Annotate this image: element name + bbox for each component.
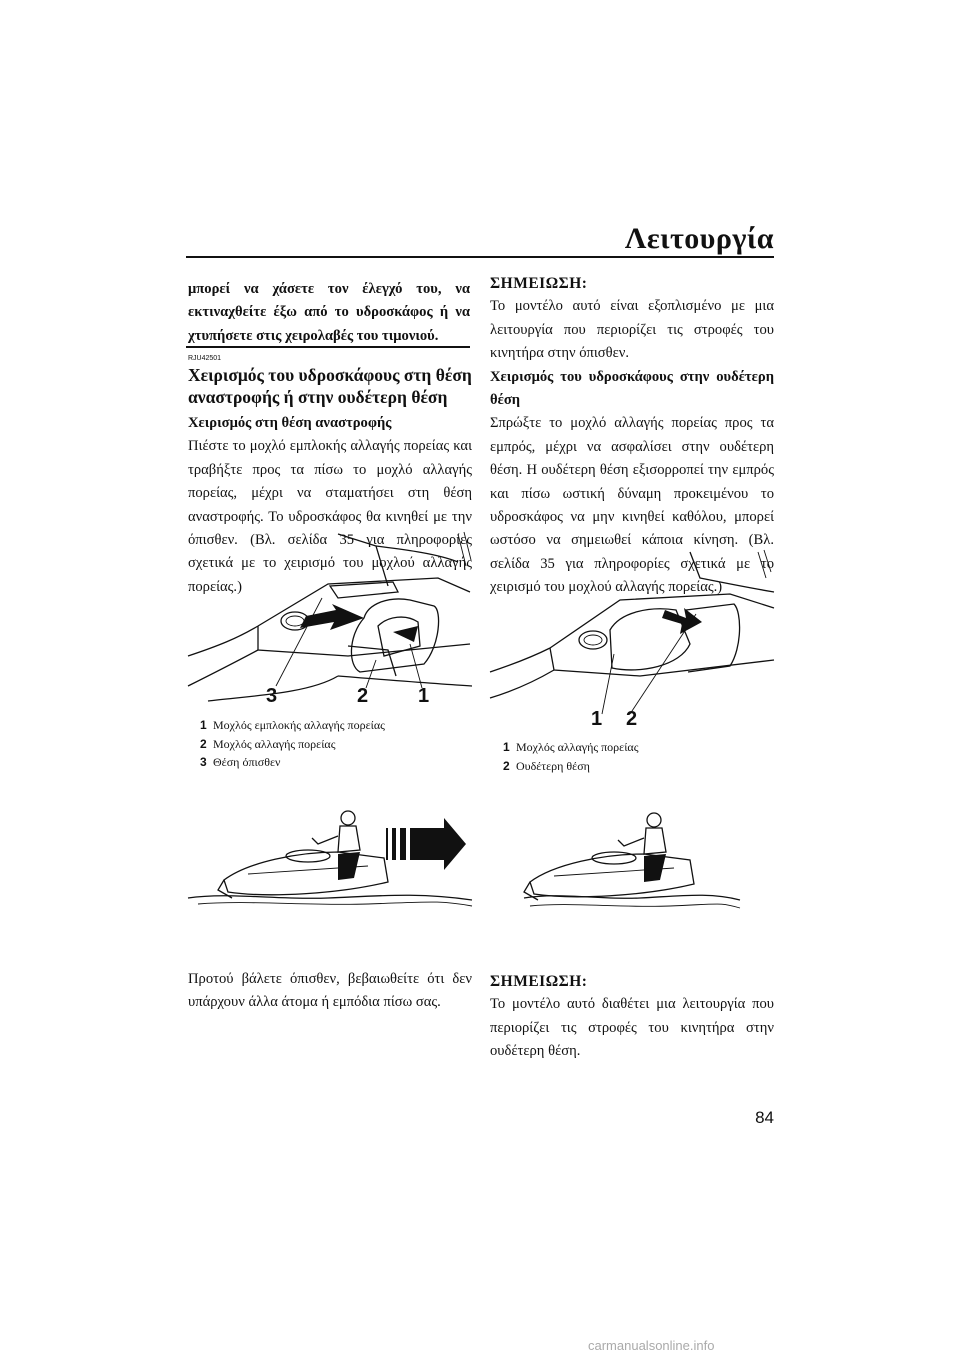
watercraft-neutral-illustration bbox=[490, 804, 774, 918]
callout-2: 2 bbox=[626, 708, 638, 730]
reverse-caution bbox=[188, 968, 472, 1015]
warning-text: μπορεί να χάσετε τον έλεγχό του, να εκτιναχθείτε έξω από το υδροσκάφος ή να χτυπήσετε στις χειρολαβές του τιμονιού. bbox=[188, 281, 470, 344]
caption-item: 3 Θέση όπισθεν bbox=[200, 755, 281, 770]
callout-1: 1 bbox=[418, 685, 430, 707]
note-title: ΣΗΜΕΙΩΣΗ: bbox=[490, 973, 588, 990]
neutral-lever-illustration bbox=[490, 548, 774, 714]
caption-item: 2 Μοχλός αλλαγής πορείας bbox=[200, 736, 336, 751]
reverse-captions bbox=[200, 716, 385, 772]
reverse-subheading: Χειρισμός στη θέση αναστροφής bbox=[188, 415, 392, 431]
neutral-subheading: Χειρισμός του υδροσκάφους στην ουδέτερη θέση bbox=[490, 368, 774, 409]
neutral-captions bbox=[503, 738, 638, 775]
reverse-caution-text: Προτού βάλετε όπισθεν, βεβαιωθείτε ότι δεν υπάρχουν άλλα άτομα ή εμπόδια πίσω σας. bbox=[188, 971, 472, 1011]
watermark: carmanualsonline.info bbox=[588, 1338, 715, 1353]
note-neutral bbox=[490, 970, 774, 1064]
neutral-body: Σπρώξτε το μοχλό αλλαγής πορείας προς τα εμπρός, μέχρι να ασφαλίσει στην ουδέτερη θέση. Η ουδέτερη θέση εξισορροπεί την εμπρός και πίσω ωστική δύναμη προκειμένου το υδροσκάφος να μην κινηθεί καθόλου, μπορεί ωστόσο να σημειωθεί κάποια κίνηση. (Βλ. σελίδα 35 για πληροφορίες σχετικά με το χειρισμό του μοχλού αλλαγής πορείας.) bbox=[490, 415, 774, 596]
callout-1: 1 bbox=[591, 708, 603, 730]
callout-3: 3 bbox=[266, 685, 278, 707]
watercraft-reverse-illustration bbox=[188, 800, 472, 918]
header-rule bbox=[186, 256, 774, 258]
note-body: Το μοντέλο αυτό διαθέτει μια λειτουργία που περιορίζει τις στροφές του κινητήρα στην ουδέτερη θέση. bbox=[490, 996, 774, 1060]
page-number: 84 bbox=[755, 1108, 774, 1127]
note-title: ΣΗΜΕΙΩΣΗ: bbox=[490, 275, 588, 292]
caption-item: 1 Μοχλός αλλαγής πορείας bbox=[503, 740, 639, 754]
caption-item: 2 Ουδέτερη θέση bbox=[503, 758, 590, 773]
warning-rule bbox=[186, 346, 470, 348]
page-title: Λειτουργία bbox=[624, 222, 774, 255]
caption-item: 1 Μοχλός εμπλοκής αλλαγής πορείας bbox=[200, 718, 385, 732]
callout-2: 2 bbox=[357, 685, 369, 707]
note-body: Το μοντέλο αυτό είναι εξοπλισμένο με μια λειτουργία που περιορίζει τις στροφές του κινητήρα στην όπισθεν. bbox=[490, 298, 774, 362]
reverse-body: Πιέστε το μοχλό εμπλοκής αλλαγής πορείας και τραβήξτε προς τα πίσω το μοχλό αλλαγής πορείας, μέχρι να σταματήσει στη θέση αναστροφής. Το υδροσκάφος θα κινηθεί με την όπισθεν. (Βλ. σελίδα 35 για πληροφορίες σχετικά με το χειρισμό του μοχλού αλλαγής πορείας.) bbox=[188, 438, 472, 595]
section-code: RJU42501 bbox=[188, 355, 222, 362]
section-heading: Χειρισμός του υδροσκάφους στη θέση αναστροφής ή στην ουδέτερη θέση bbox=[188, 365, 472, 407]
reverse-lever-illustration bbox=[188, 526, 472, 706]
